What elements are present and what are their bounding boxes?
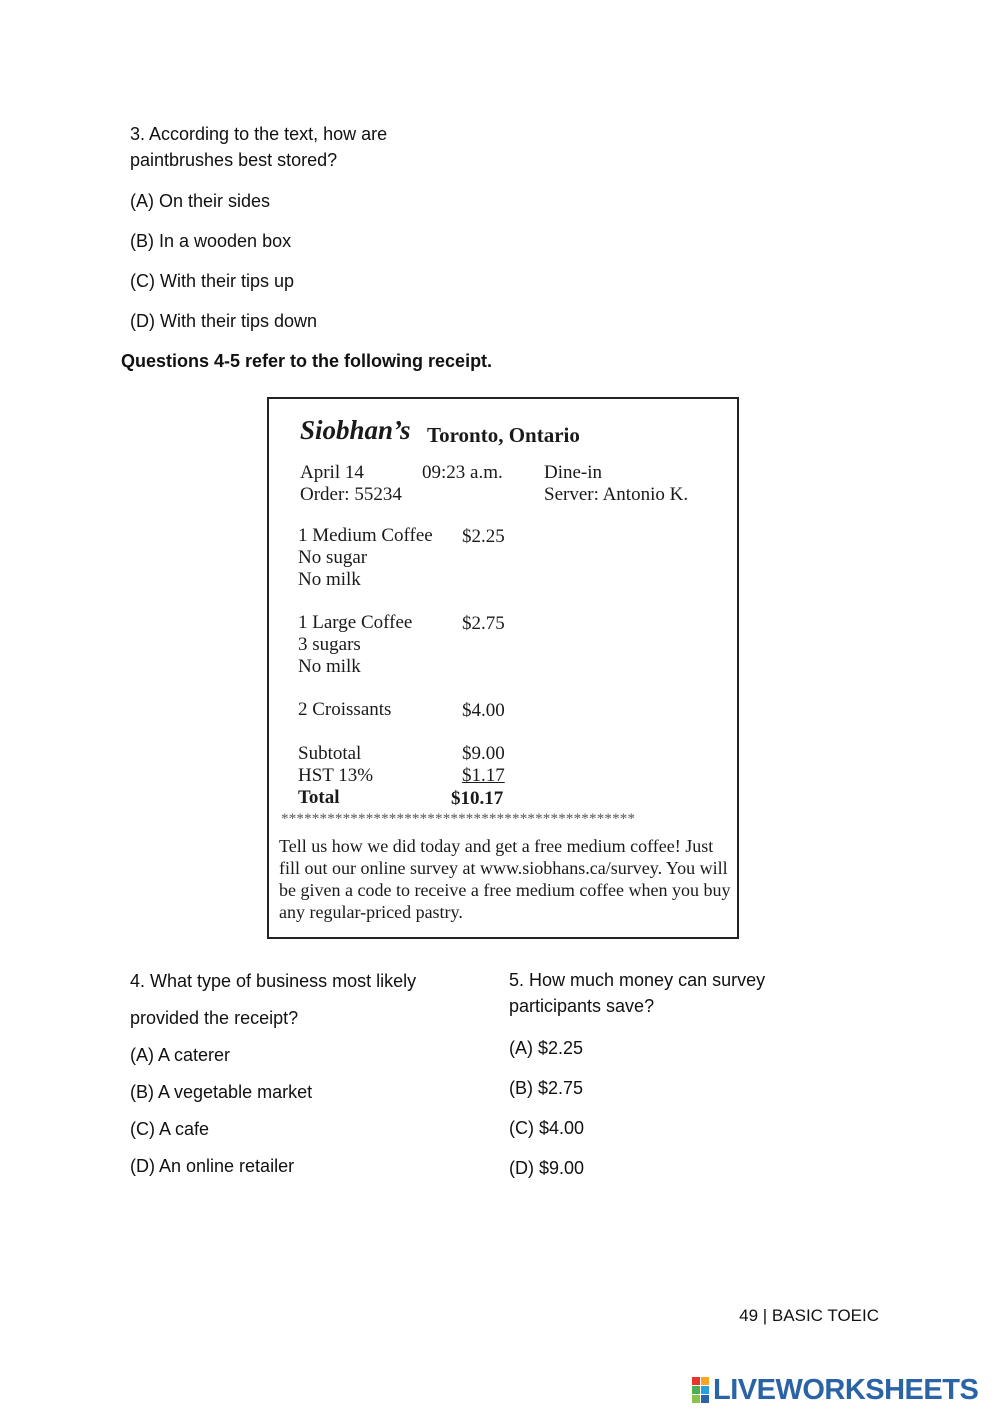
liveworksheets-logo-text: LIVEWORKSHEETS <box>713 1373 979 1406</box>
receipt <box>267 397 739 939</box>
q4-option-a[interactable]: (A) A caterer <box>130 1045 231 1065</box>
receipt-subtotal: $9.00 <box>462 743 505 764</box>
receipt-item2-name: 1 Large Coffee <box>298 612 413 633</box>
q3-option-a[interactable]: (A) On their sides <box>130 191 271 211</box>
receipt-total-label: Total <box>298 787 340 808</box>
receipt-item1-note2: No milk <box>298 569 361 590</box>
q5-option-a[interactable]: (A) $2.25 <box>509 1038 584 1058</box>
logo-square <box>692 1395 700 1403</box>
receipt-date: April 14 <box>300 462 364 483</box>
q4-option-d[interactable]: (D) An online retailer <box>130 1156 295 1176</box>
receipt-item1-name: 1 Medium Coffee <box>298 525 433 546</box>
receipt-divider-stars: ********************************************** <box>281 811 636 827</box>
logo-square <box>692 1386 700 1394</box>
receipt-order: Order: 55234 <box>300 484 402 505</box>
receipt-item3-name: 2 Croissants <box>298 699 392 720</box>
receipt-item3-price: $4.00 <box>462 700 505 721</box>
receipt-server: Server: Antonio K. <box>544 484 689 505</box>
logo-square <box>701 1386 709 1394</box>
receipt-store-name: Siobhan’s <box>300 415 411 445</box>
q5-option-d[interactable]: (D) $9.00 <box>509 1158 585 1178</box>
liveworksheets-logo-icon <box>692 1377 709 1403</box>
receipt-item2-price: $2.75 <box>462 613 505 634</box>
q4-question-line2: provided the receipt? <box>130 1008 299 1028</box>
q5-question-line2: participants save? <box>509 996 655 1016</box>
logo-square <box>701 1395 709 1403</box>
logo-square <box>701 1377 709 1385</box>
q3-option-b[interactable]: (B) In a wooden box <box>130 231 292 251</box>
receipt-total: $10.17 <box>451 788 504 809</box>
q5-option-b[interactable]: (B) $2.75 <box>509 1078 584 1098</box>
q3-question-line1: 3. According to the text, how are <box>130 124 388 144</box>
q3-option-d[interactable]: (D) With their tips down <box>130 311 318 331</box>
q4-question-line1: 4. What type of business most likely <box>130 971 417 991</box>
receipt-item1-note1: No sugar <box>298 547 368 568</box>
receipt-tax: $1.17 <box>462 765 505 786</box>
q5-option-c[interactable]: (C) $4.00 <box>509 1118 585 1138</box>
q3-question-line2: paintbrushes best stored? <box>130 150 338 170</box>
receipt-survey-note: Tell us how we did today and get a free medium coffee! Just fill out our online survey at www.siobhans.ca/survey. You will be given a code to receive a free medium coffee when you buy any regular-priced pastry. <box>279 836 731 922</box>
logo-square <box>692 1377 700 1385</box>
q4-option-b[interactable]: (B) A vegetable market <box>130 1082 313 1102</box>
receipt-item1-price: $2.25 <box>462 526 505 547</box>
page-footer: 49 | BASIC TOEIC <box>739 1306 879 1325</box>
receipt-subtotal-label: Subtotal <box>298 743 362 764</box>
section-heading: Questions 4-5 refer to the following receipt. <box>121 351 493 371</box>
receipt-time: 09:23 a.m. <box>422 462 503 483</box>
q3-option-c[interactable]: (C) With their tips up <box>130 271 295 291</box>
q3-question <box>130 121 387 173</box>
q4-option-c[interactable]: (C) A cafe <box>130 1119 210 1139</box>
q5-question-line1: 5. How much money can survey <box>509 970 766 990</box>
q5-question <box>509 967 765 1019</box>
receipt-item2-note1: 3 sugars <box>298 634 361 655</box>
receipt-city: Toronto, Ontario <box>427 423 580 447</box>
receipt-tax-label: HST 13% <box>298 765 374 786</box>
liveworksheets-logo[interactable] <box>692 1373 978 1407</box>
receipt-item2-note2: No milk <box>298 656 361 677</box>
receipt-service: Dine-in <box>544 462 603 483</box>
